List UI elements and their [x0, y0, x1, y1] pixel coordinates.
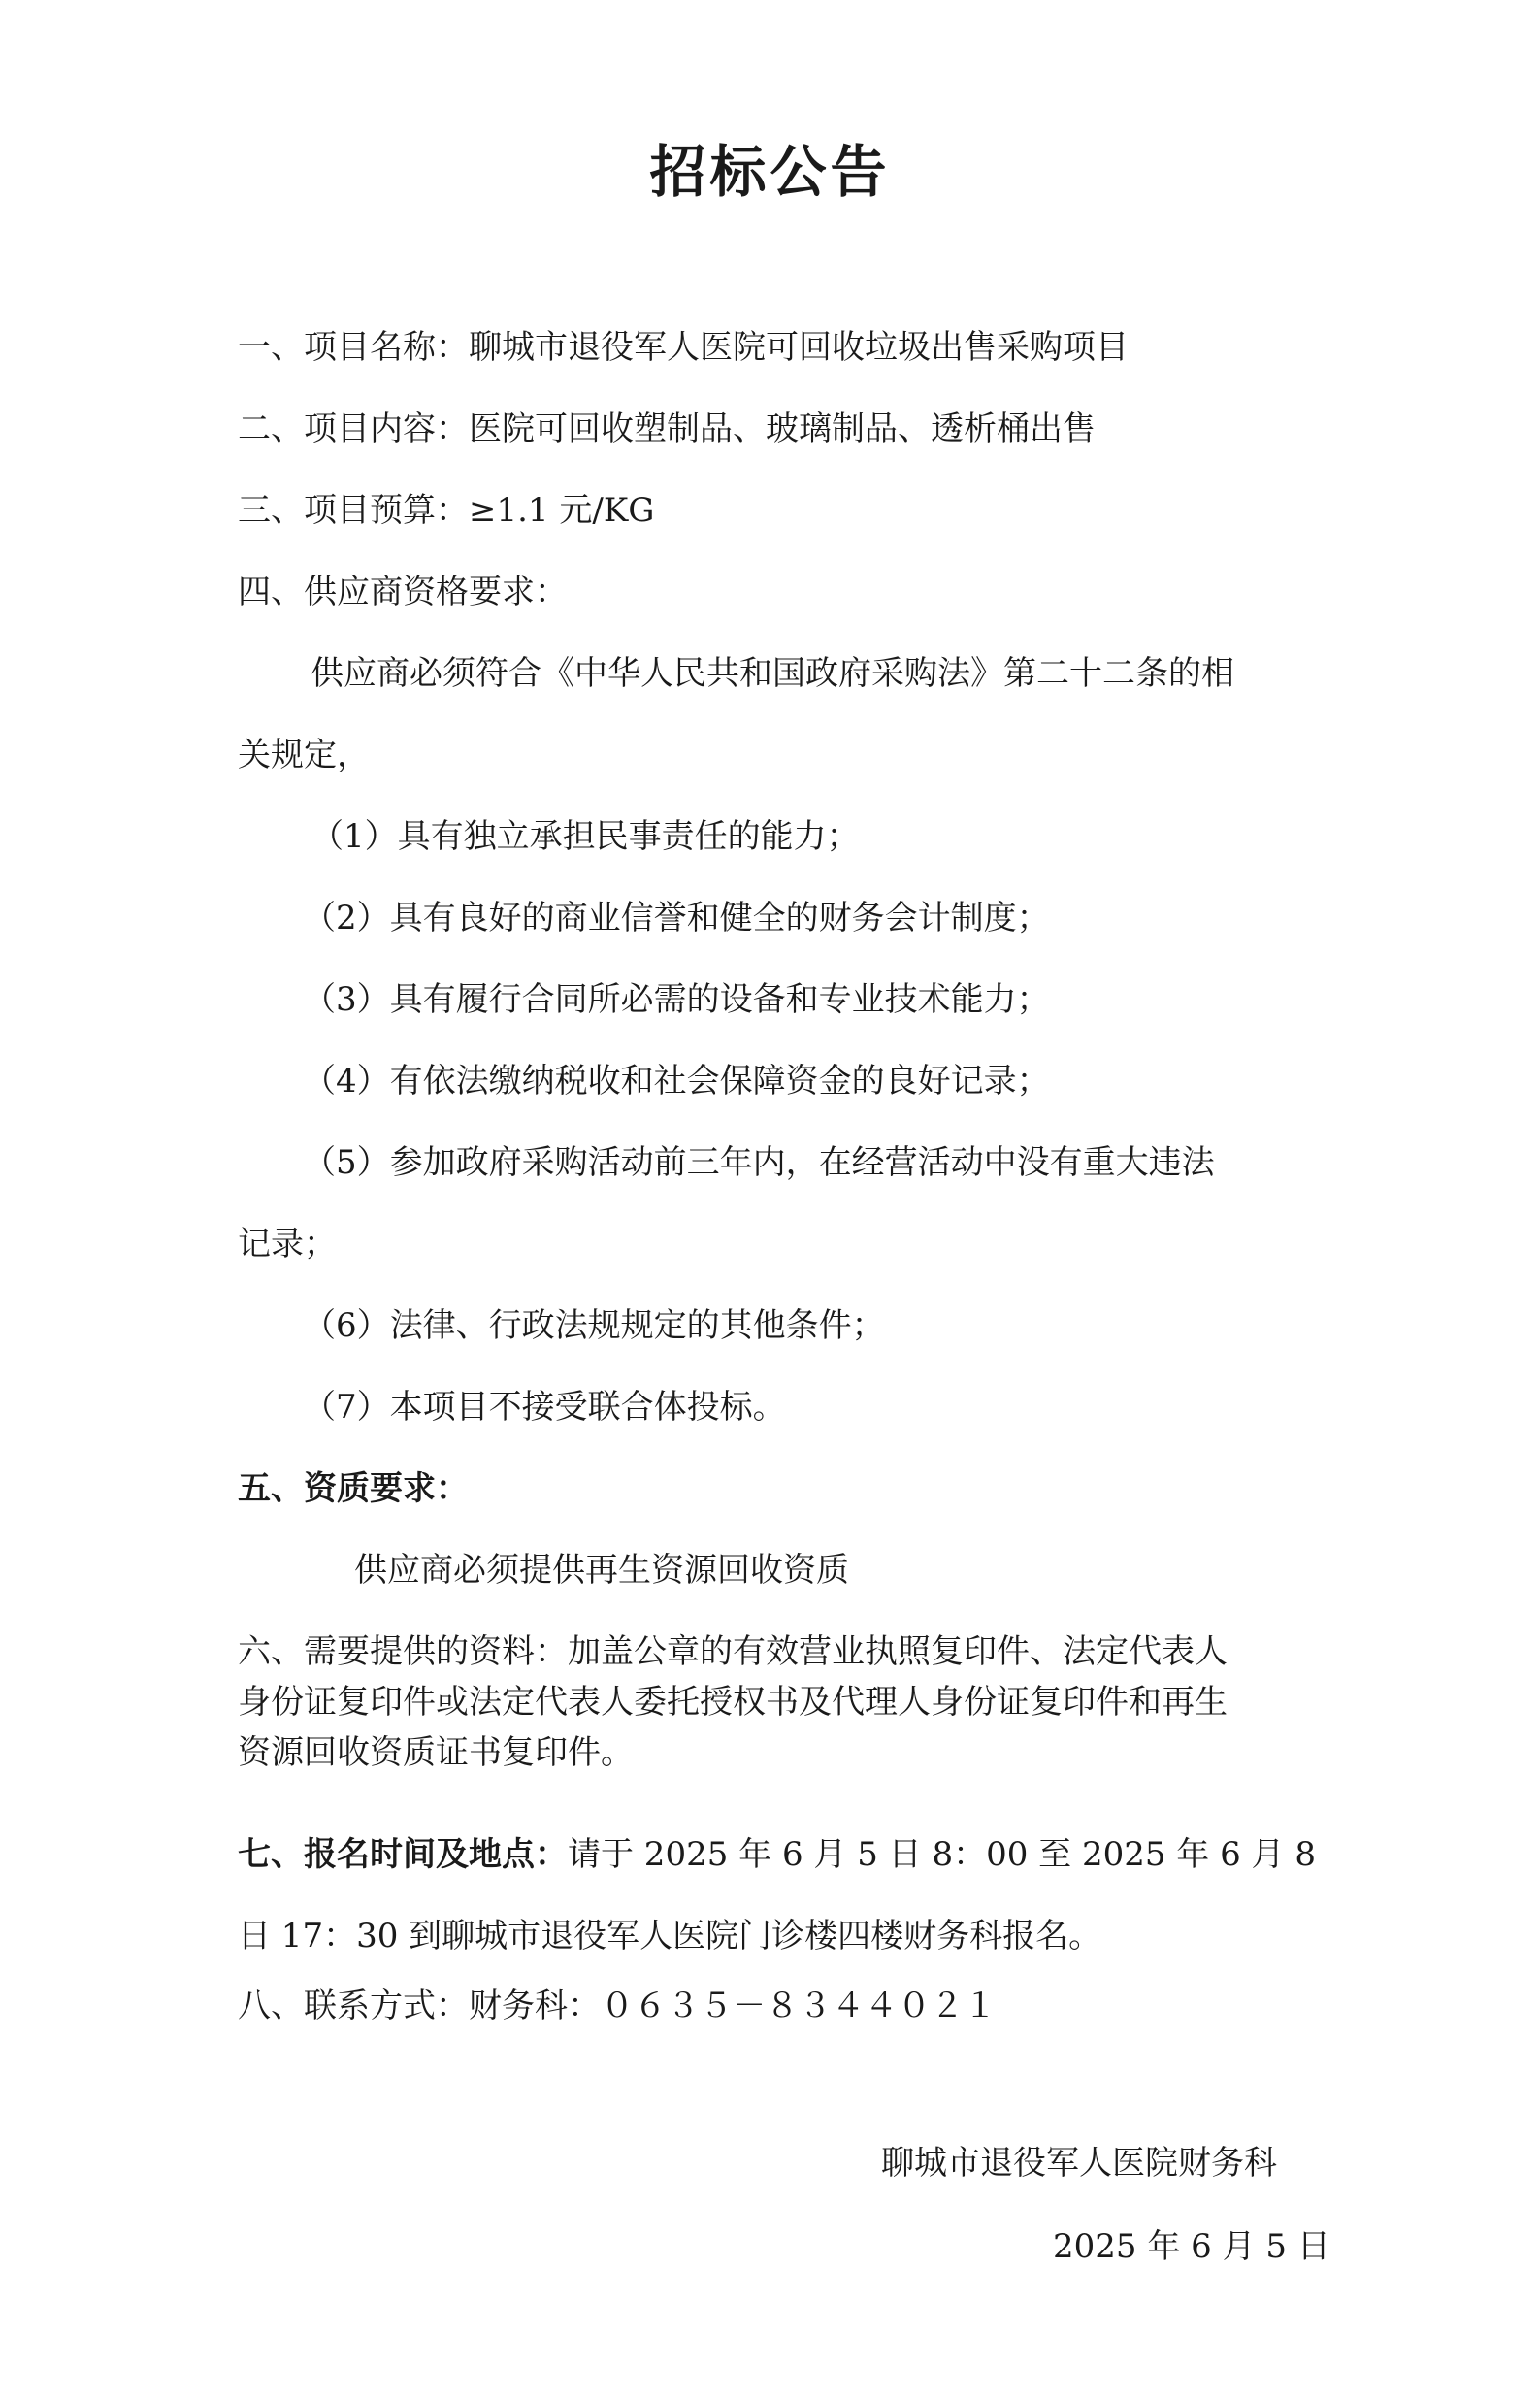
requirement-item: （1）具有独立承担民事责任的能力；: [311, 817, 860, 856]
section-project-content-label: 二、项目内容：: [238, 410, 469, 448]
supplier-intro-line-2: 关规定，: [238, 736, 370, 774]
section-project-name: [238, 328, 1129, 367]
requirement-item: （3）具有履行合同所必需的设备和专业技术能力；: [303, 980, 1050, 1019]
section-project-budget-label: 三、项目预算：: [238, 491, 469, 530]
section-registration-value-2: 日 17：30 到聊城市退役军人医院门诊楼四楼财务科报名。: [238, 1917, 1102, 1955]
section-qualification-label: 五、资质要求：: [238, 1469, 469, 1508]
requirement-item: （7）本项目不接受联合体投标。: [303, 1388, 786, 1427]
section-required-materials: [238, 1632, 1228, 1671]
section-registration: [238, 1835, 1316, 1874]
section-qualification-value: 供应商必须提供再生资源回收资质: [354, 1551, 849, 1590]
section-required-materials-value-1: 加盖公章的有效营业执照复印件、法定代表人: [568, 1632, 1228, 1671]
section-project-name-value: 聊城市退役军人医院可回收垃圾出售采购项目: [469, 328, 1129, 367]
supplier-intro-line-1: 供应商必须符合《中华人民共和国政府采购法》第二十二条的相: [311, 654, 1234, 693]
section-project-budget: [238, 491, 655, 530]
requirement-item: （2）具有良好的商业信誉和健全的财务会计制度；: [303, 899, 1050, 937]
requirement-item: （5）参加政府采购活动前三年内，在经营活动中没有重大违法: [303, 1143, 1215, 1182]
section-project-budget-value: ≥1.1 元/KG: [469, 491, 655, 530]
requirement-item-continuation: 记录；: [238, 1225, 337, 1264]
page-title: 招标公告: [649, 139, 891, 205]
section-supplier-qualification-label: 四、供应商资格要求：: [238, 573, 568, 611]
section-registration-value-1: 请于 2025 年 6 月 5 日 8：00 至 2025 年 6 月 8: [568, 1835, 1316, 1874]
requirement-item: （4）有依法缴纳税收和社会保障资金的良好记录；: [303, 1062, 1050, 1100]
section-contact-label: 八、联系方式：: [238, 1987, 469, 2025]
section-required-materials-value-2: 身份证复印件或法定代表人委托授权书及代理人身份证复印件和再生: [238, 1683, 1228, 1722]
section-project-name-label: 一、项目名称：: [238, 328, 469, 367]
signature-date: 2025 年 6 月 5 日: [1053, 2227, 1330, 2266]
section-project-content: [238, 410, 1096, 448]
section-registration-label: 七、报名时间及地点：: [238, 1835, 568, 1874]
section-required-materials-label: 六、需要提供的资料：: [238, 1632, 568, 1671]
section-required-materials-value-3: 资源回收资质证书复印件。: [238, 1733, 634, 1772]
section-contact: [238, 1987, 997, 2025]
section-contact-value: 财务科：０６３５－８３４４０２１: [469, 1987, 997, 2025]
signature-organization: 聊城市退役军人医院财务科: [881, 2144, 1277, 2183]
requirement-item: （6）法律、行政法规规定的其他条件；: [303, 1306, 885, 1345]
section-project-content-value: 医院可回收塑制品、玻璃制品、透析桶出售: [469, 410, 1096, 448]
